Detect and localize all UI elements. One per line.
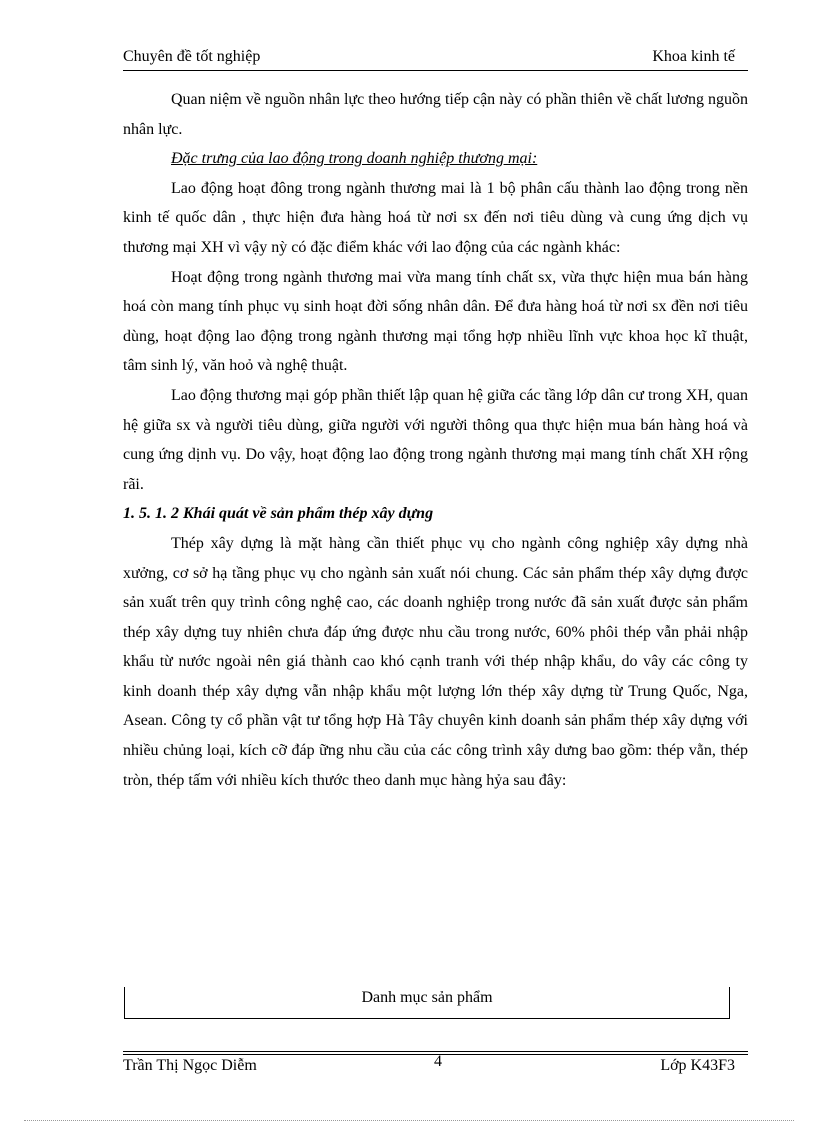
header-right-title: Khoa kinh tế — [652, 48, 735, 65]
product-table-caption: Danh mục sản phẩm — [361, 989, 493, 1006]
paragraph-3: Hoạt động trong ngành thương mai vừa mang tính chất sx, vừa thực hiện mua bán hàng hoá còn mang tính phục vụ sinh hoạt đời sống nhân dân. Để đưa hàng hoá từ nơi sx đền nơi tiêu dùng, hoạt động lao động trong ngành thương mại tổng hợp nhiều lĩnh vực khoa học kĩ thuật, tâm sinh lý, văn hoỏ và nghệ thuật. — [123, 268, 748, 375]
paragraph-2: Lao động hoạt đông trong ngành thương mai là 1 bộ phân cấu thành lao động trong nền kinh tế quốc dân , thực hiện đưa hàng hoá từ nơi sx đến nơi tiêu dùng và cung ứng dịch vụ thương mại XH vì vậy nỳ có đặc điểm khác với lao động của các ngành khác: — [123, 179, 748, 256]
section-heading-steel: 1. 5. 1. 2 Khái quát về sản phẩm thép xây dựng — [123, 505, 434, 523]
footer-class: Lớp K43F3 — [660, 1057, 735, 1074]
footer-author: Trần Thị Ngọc Diễm — [123, 1057, 257, 1074]
page-header — [123, 46, 735, 70]
paragraph-5: Thép xây dựng là mặt hàng cần thiết phục vụ cho ngành công nghiệp xây dựng nhà xưởng, cơ sở hạ tầng phục vụ cho ngành sản xuất nói chung. Các sản phẩm thép xây dựng được sản xuất trên quy trình công nghệ cao, các doanh nghiệp trong nước đã sản xuất được sản phẩm thép xây dựng tuy nhiên chưa đáp ứng được nhu cầu trong nước, 60% phôi thép vẫn phải nhập khẩu từ nước ngoài nên giá thành cao khó cạnh tranh với thép nhập khẩu, do vây các công ty kinh doanh thép xây dựng vẫn nhập khẩu một lượng lớn thép xây dựng từ Trung Quốc, Nga, Asean. Công ty cổ phần vật tư tổng hợp Hà Tây chuyên kinh doanh sản phẩm thép xây dựng với nhiều chủng loại, kích cỡ đáp ững nhu cầu của các công trình xây dưng bao gồm: thép vằn, thép tròn, thép tấm với nhiều kích thước theo danh mục hàng hỷa sau đây: — [123, 534, 748, 789]
paragraph-1: Quan niệm về nguồn nhân lực theo hướng tiếp cận này có phần thiên về chất lương nguồn nhân lực. — [123, 91, 748, 138]
footer-divider-top — [123, 1051, 748, 1052]
product-table — [124, 987, 730, 1019]
paragraph-4: Lao động thương mại góp phần thiết lập quan hệ giữa các tầng lớp dân cư trong XH, quan hệ giữa sx và người tiêu dùng, giữa người với người thông qua thực hiện mua bán hàng hoá và cung ứng dịnh vụ. Do vậy, hoạt động lao động trong ngành thương mại mang tính chất XH rộng rãi. — [123, 386, 748, 493]
section-heading-labor: Đặc trưng của lao động trong doanh nghiệp thương mại: — [171, 150, 538, 168]
document-body — [123, 85, 748, 795]
header-divider — [123, 70, 748, 71]
page-footer — [123, 1054, 735, 1082]
page-bottom-edge — [24, 1120, 794, 1121]
header-left-title: Chuyên đề tốt nghiệp — [123, 48, 261, 65]
page-number: 4 — [434, 1053, 442, 1070]
